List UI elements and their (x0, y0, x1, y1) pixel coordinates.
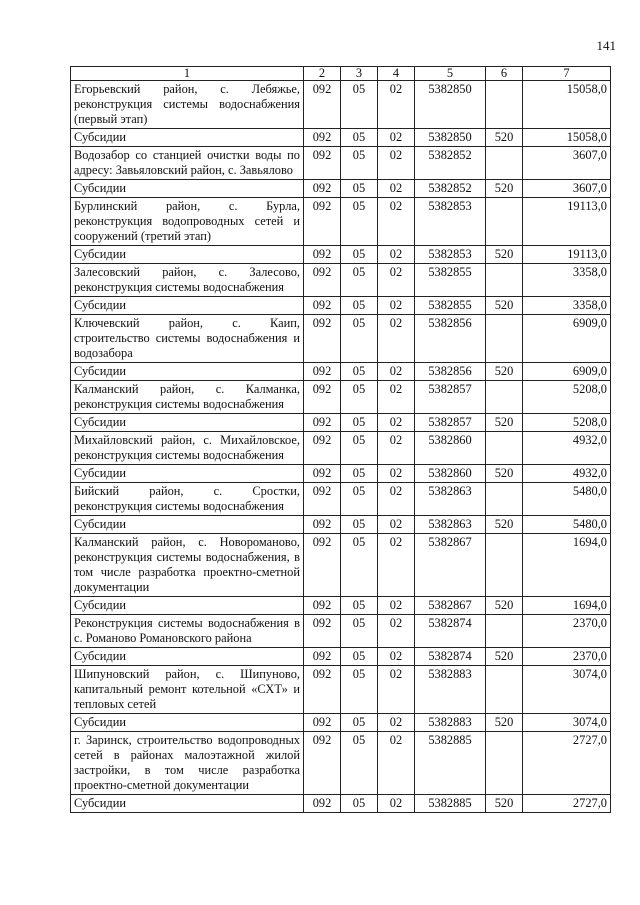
ministry-code-cell: 092 (304, 129, 341, 147)
amount-cell: 3607,0 (523, 180, 611, 198)
subsection-code-cell: 02 (378, 264, 415, 297)
table-row (71, 465, 611, 483)
expense-type-code-cell: 520 (486, 414, 523, 432)
subsection-code-cell: 02 (378, 534, 415, 597)
amount-cell: 2370,0 (523, 615, 611, 648)
item-name-cell: Субсидии (71, 246, 304, 264)
subsection-code-cell: 02 (378, 180, 415, 198)
expense-type-code-cell: 520 (486, 297, 523, 315)
item-name-cell: Михайловский район, с. Михайловское, реконструкция системы водоснабжения (71, 432, 304, 465)
item-name-cell: Ключевский район, с. Каип, строительство системы водоснабжения и водозабора (71, 315, 304, 363)
section-code-cell: 05 (341, 363, 378, 381)
ministry-code-cell: 092 (304, 180, 341, 198)
expense-type-code-cell (486, 315, 523, 363)
target-code-cell: 5382883 (415, 714, 486, 732)
section-code-cell: 05 (341, 732, 378, 795)
table-body (71, 81, 611, 813)
target-code-cell: 5382860 (415, 465, 486, 483)
table-row (71, 432, 611, 465)
amount-cell: 5208,0 (523, 381, 611, 414)
ministry-code-cell: 092 (304, 246, 341, 264)
page-number: 141 (596, 38, 616, 53)
table-row (71, 198, 611, 246)
amount-cell: 3074,0 (523, 714, 611, 732)
table-row (71, 315, 611, 363)
ministry-code-cell: 092 (304, 597, 341, 615)
section-code-cell: 05 (341, 381, 378, 414)
item-name-cell: Калманский район, с. Новороманово, реконструкция системы водоснабжения, в том числе разработка проектно-сметной документации (71, 534, 304, 597)
expense-type-code-cell (486, 483, 523, 516)
amount-cell: 15058,0 (523, 81, 611, 129)
target-code-cell: 5382885 (415, 795, 486, 813)
table-row (71, 732, 611, 795)
table-row (71, 534, 611, 597)
table-row (71, 414, 611, 432)
table-row (71, 597, 611, 615)
item-name-cell: Субсидии (71, 129, 304, 147)
target-code-cell: 5382855 (415, 297, 486, 315)
item-name-cell: Водозабор со станцией очистки воды по адресу: Завьяловский район, с. Завьялово (71, 147, 304, 180)
subsection-code-cell: 02 (378, 381, 415, 414)
ministry-code-cell: 092 (304, 264, 341, 297)
item-name-cell: Бийский район, с. Сростки, реконструкция системы водоснабжения (71, 483, 304, 516)
ministry-code-cell: 092 (304, 363, 341, 381)
subsection-code-cell: 02 (378, 315, 415, 363)
item-name-cell: Субсидии (71, 297, 304, 315)
target-code-cell: 5382850 (415, 81, 486, 129)
expense-type-code-cell: 520 (486, 129, 523, 147)
ministry-code-cell: 092 (304, 666, 341, 714)
item-name-cell: Шипуновский район, с. Шипуново, капитальный ремонт котельной «СХТ» и тепловых сетей (71, 666, 304, 714)
amount-cell: 1694,0 (523, 534, 611, 597)
target-code-cell: 5382853 (415, 198, 486, 246)
amount-cell: 3358,0 (523, 297, 611, 315)
item-name-cell: Реконструкция системы водоснабжения в с. Романово Романовского района (71, 615, 304, 648)
subsection-code-cell: 02 (378, 597, 415, 615)
budget-table (70, 66, 611, 813)
target-code-cell: 5382874 (415, 615, 486, 648)
section-code-cell: 05 (341, 516, 378, 534)
target-code-cell: 5382867 (415, 534, 486, 597)
target-code-cell: 5382853 (415, 246, 486, 264)
subsection-code-cell: 02 (378, 666, 415, 714)
expense-type-code-cell: 520 (486, 795, 523, 813)
item-name-cell: Субсидии (71, 516, 304, 534)
column-header: 7 (523, 67, 611, 81)
ministry-code-cell: 092 (304, 198, 341, 246)
amount-cell: 1694,0 (523, 597, 611, 615)
section-code-cell: 05 (341, 615, 378, 648)
amount-cell: 5208,0 (523, 414, 611, 432)
section-code-cell: 05 (341, 666, 378, 714)
amount-cell: 4932,0 (523, 465, 611, 483)
amount-cell: 15058,0 (523, 129, 611, 147)
expense-type-code-cell: 520 (486, 465, 523, 483)
section-code-cell: 05 (341, 483, 378, 516)
ministry-code-cell: 092 (304, 147, 341, 180)
amount-cell: 3358,0 (523, 264, 611, 297)
item-name-cell: Бурлинский район, с. Бурла, реконструкция водопроводных сетей и сооружений (третий этап) (71, 198, 304, 246)
table-row (71, 648, 611, 666)
section-code-cell: 05 (341, 414, 378, 432)
item-name-cell: Субсидии (71, 648, 304, 666)
section-code-cell: 05 (341, 795, 378, 813)
table-row (71, 714, 611, 732)
expense-type-code-cell (486, 381, 523, 414)
subsection-code-cell: 02 (378, 198, 415, 246)
subsection-code-cell: 02 (378, 414, 415, 432)
subsection-code-cell: 02 (378, 732, 415, 795)
column-header: 4 (378, 67, 415, 81)
section-code-cell: 05 (341, 147, 378, 180)
item-name-cell: Субсидии (71, 465, 304, 483)
target-code-cell: 5382883 (415, 666, 486, 714)
item-name-cell: Егорьевский район, с. Лебяжье, реконструкция системы водоснабжения (первый этап) (71, 81, 304, 129)
subsection-code-cell: 02 (378, 648, 415, 666)
subsection-code-cell: 02 (378, 246, 415, 264)
target-code-cell: 5382857 (415, 381, 486, 414)
subsection-code-cell: 02 (378, 81, 415, 129)
target-code-cell: 5382855 (415, 264, 486, 297)
target-code-cell: 5382856 (415, 363, 486, 381)
subsection-code-cell: 02 (378, 615, 415, 648)
expense-type-code-cell: 520 (486, 516, 523, 534)
table-row (71, 129, 611, 147)
table-row (71, 363, 611, 381)
subsection-code-cell: 02 (378, 465, 415, 483)
table-row (71, 795, 611, 813)
expense-type-code-cell (486, 615, 523, 648)
subsection-code-cell: 02 (378, 516, 415, 534)
section-code-cell: 05 (341, 534, 378, 597)
target-code-cell: 5382874 (415, 648, 486, 666)
table-row (71, 264, 611, 297)
ministry-code-cell: 092 (304, 648, 341, 666)
section-code-cell: 05 (341, 129, 378, 147)
subsection-code-cell: 02 (378, 147, 415, 180)
ministry-code-cell: 092 (304, 315, 341, 363)
target-code-cell: 5382852 (415, 147, 486, 180)
item-name-cell: г. Заринск, строительство водопроводных сетей в районах малоэтажной жилой застройки, в том числе разработка проектно-сметной документации (71, 732, 304, 795)
subsection-code-cell: 02 (378, 432, 415, 465)
section-code-cell: 05 (341, 264, 378, 297)
column-header: 1 (71, 67, 304, 81)
expense-type-code-cell (486, 732, 523, 795)
expense-type-code-cell: 520 (486, 597, 523, 615)
item-name-cell: Субсидии (71, 714, 304, 732)
amount-cell: 2370,0 (523, 648, 611, 666)
item-name-cell: Субсидии (71, 795, 304, 813)
column-header: 5 (415, 67, 486, 81)
ministry-code-cell: 092 (304, 432, 341, 465)
ministry-code-cell: 092 (304, 534, 341, 597)
item-name-cell: Субсидии (71, 180, 304, 198)
table-row (71, 147, 611, 180)
ministry-code-cell: 092 (304, 483, 341, 516)
subsection-code-cell: 02 (378, 714, 415, 732)
column-header: 6 (486, 67, 523, 81)
table-header-row (71, 67, 611, 81)
item-name-cell: Калманский район, с. Калманка, реконструкция системы водоснабжения (71, 381, 304, 414)
ministry-code-cell: 092 (304, 714, 341, 732)
amount-cell: 6909,0 (523, 315, 611, 363)
section-code-cell: 05 (341, 297, 378, 315)
target-code-cell: 5382863 (415, 483, 486, 516)
expense-type-code-cell (486, 264, 523, 297)
target-code-cell: 5382850 (415, 129, 486, 147)
section-code-cell: 05 (341, 81, 378, 129)
section-code-cell: 05 (341, 315, 378, 363)
expense-type-code-cell (486, 432, 523, 465)
ministry-code-cell: 092 (304, 297, 341, 315)
item-name-cell: Залесовский район, с. Залесово, реконструкция системы водоснабжения (71, 264, 304, 297)
ministry-code-cell: 092 (304, 516, 341, 534)
subsection-code-cell: 02 (378, 297, 415, 315)
column-header: 3 (341, 67, 378, 81)
item-name-cell: Субсидии (71, 363, 304, 381)
ministry-code-cell: 092 (304, 465, 341, 483)
target-code-cell: 5382885 (415, 732, 486, 795)
amount-cell: 6909,0 (523, 363, 611, 381)
table-row (71, 381, 611, 414)
subsection-code-cell: 02 (378, 795, 415, 813)
table-row (71, 81, 611, 129)
ministry-code-cell: 092 (304, 732, 341, 795)
subsection-code-cell: 02 (378, 483, 415, 516)
subsection-code-cell: 02 (378, 363, 415, 381)
ministry-code-cell: 092 (304, 615, 341, 648)
expense-type-code-cell (486, 147, 523, 180)
section-code-cell: 05 (341, 648, 378, 666)
expense-type-code-cell: 520 (486, 648, 523, 666)
amount-cell: 5480,0 (523, 516, 611, 534)
subsection-code-cell: 02 (378, 129, 415, 147)
section-code-cell: 05 (341, 465, 378, 483)
amount-cell: 5480,0 (523, 483, 611, 516)
table-row (71, 666, 611, 714)
table-row (71, 516, 611, 534)
section-code-cell: 05 (341, 714, 378, 732)
item-name-cell: Субсидии (71, 414, 304, 432)
target-code-cell: 5382856 (415, 315, 486, 363)
table-row (71, 615, 611, 648)
table-row (71, 297, 611, 315)
expense-type-code-cell: 520 (486, 246, 523, 264)
target-code-cell: 5382860 (415, 432, 486, 465)
ministry-code-cell: 092 (304, 381, 341, 414)
expense-type-code-cell (486, 198, 523, 246)
amount-cell: 3074,0 (523, 666, 611, 714)
section-code-cell: 05 (341, 597, 378, 615)
section-code-cell: 05 (341, 198, 378, 246)
expense-type-code-cell: 520 (486, 180, 523, 198)
section-code-cell: 05 (341, 246, 378, 264)
target-code-cell: 5382857 (415, 414, 486, 432)
expense-type-code-cell (486, 81, 523, 129)
ministry-code-cell: 092 (304, 795, 341, 813)
amount-cell: 19113,0 (523, 198, 611, 246)
section-code-cell: 05 (341, 432, 378, 465)
ministry-code-cell: 092 (304, 414, 341, 432)
amount-cell: 3607,0 (523, 147, 611, 180)
expense-type-code-cell: 520 (486, 363, 523, 381)
table-row (71, 483, 611, 516)
section-code-cell: 05 (341, 180, 378, 198)
expense-type-code-cell: 520 (486, 714, 523, 732)
target-code-cell: 5382852 (415, 180, 486, 198)
ministry-code-cell: 092 (304, 81, 341, 129)
amount-cell: 2727,0 (523, 732, 611, 795)
expense-type-code-cell (486, 666, 523, 714)
expense-type-code-cell (486, 534, 523, 597)
table-row (71, 246, 611, 264)
amount-cell: 19113,0 (523, 246, 611, 264)
column-header: 2 (304, 67, 341, 81)
amount-cell: 4932,0 (523, 432, 611, 465)
item-name-cell: Субсидии (71, 597, 304, 615)
target-code-cell: 5382867 (415, 597, 486, 615)
amount-cell: 2727,0 (523, 795, 611, 813)
table-row (71, 180, 611, 198)
target-code-cell: 5382863 (415, 516, 486, 534)
